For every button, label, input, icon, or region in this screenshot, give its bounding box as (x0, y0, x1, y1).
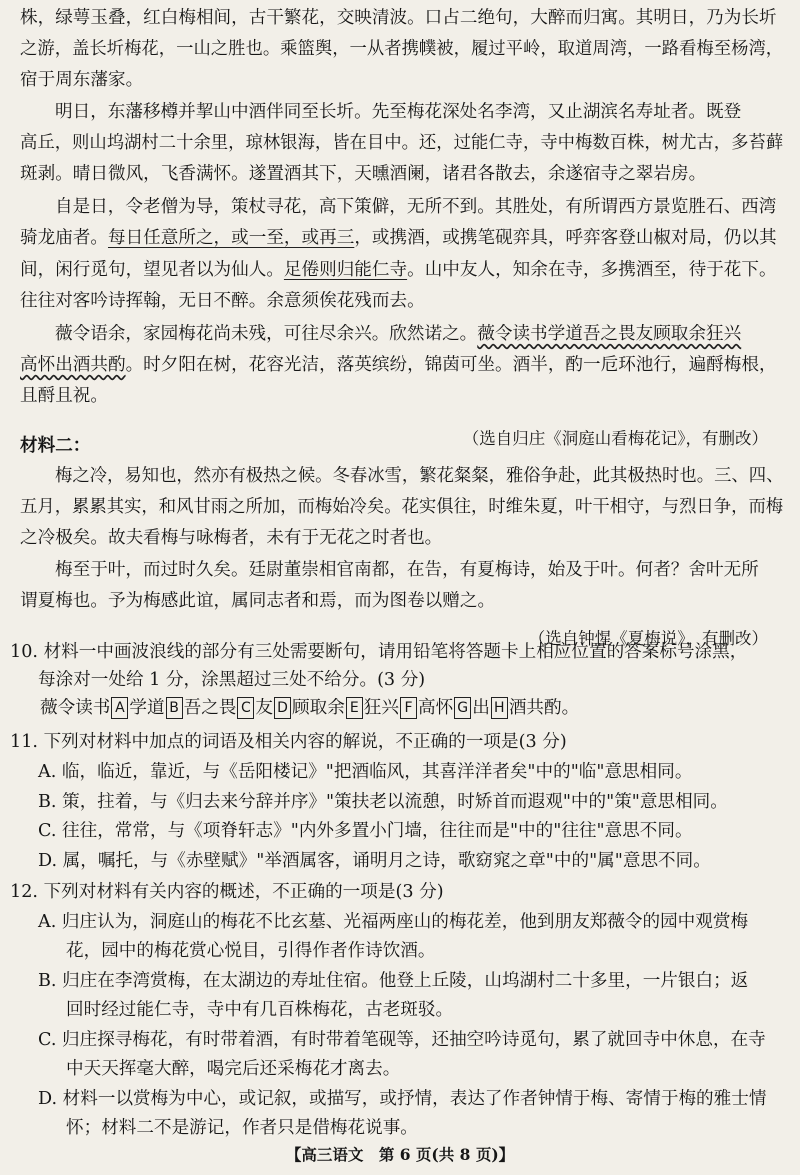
underlined-text: 每日任意所之，或一至，或再三 (107, 228, 355, 248)
passage2-line: 梅之冷，易知也，然亦有极热之候。冬春冰雪，繁花粲粲，雅俗争赴，此其极热时也。三、四、 (55, 466, 784, 486)
q12-option-c: C. 归庄探寻梅花，有时带着酒，有时带着笔砚等，还抽空吟诗觅句，累了就回寺中休息，在寺 (38, 1030, 766, 1050)
q10-option-box[interactable]: B (166, 697, 183, 719)
underlined-text: 足倦则归能仁寺 (283, 260, 408, 280)
passage1-line: 自是日，令老僧为导，策杖寻花，高下策僻，无所不到。其胜处，有所谓西方景览胜石、西湾 (55, 197, 777, 217)
q12-stem: 12. 下列对材料有关内容的概述，不正确的一项是(3 分) (10, 882, 444, 902)
q10-segment: 顾取余 (292, 698, 345, 718)
q10-option-box[interactable]: G (454, 697, 471, 719)
q10-option-box[interactable]: H (491, 697, 508, 719)
q11-option-b: B. 策，拄着，与《归去来兮辞并序》"策扶老以流憩，时矫首而遐观"中的"策"意思相同。 (38, 792, 728, 812)
plain-text: 间，闲行觅句，望见者以为仙人。 (20, 260, 284, 280)
passage1-line-wavy (20, 353, 777, 377)
q10-stem: 每涂对一处给 1 分，涂黑超过三处不给分。(3 分) (38, 670, 426, 690)
q12-option-b-cont: 回时经过能仁寺，寺中有几百株梅花，古老斑驳。 (66, 1000, 454, 1020)
passage1-line: 宿于周东藩家。 (20, 70, 144, 90)
q12-option-a-cont: 花，园中的梅花赏心悦目，引得作者作诗饮酒。 (66, 941, 436, 961)
plain-text: 薇令语余，家园梅花尚未残，可往尽余兴。欣然诺之。 (55, 324, 478, 344)
passage2-line: 谓夏梅也。予为梅感此谊，属同志者和焉，而为图卷以赠之。 (20, 591, 496, 611)
passage1-source: （选自归庄《洞庭山看梅花记》，有删改） (462, 428, 768, 448)
page-footer: 【高三语文 第 6 页(共 8 页)】 (285, 1145, 515, 1164)
plain-text: 。山中友人，知余在寺，多携酒至，待于花下。 (407, 260, 777, 280)
plain-text: 骑龙庙者。 (20, 228, 108, 248)
q10-segment: 学道 (129, 698, 165, 718)
q11-option-c: C. 往往，常常，与《项脊轩志》"内外多置小门墙，往往而是"中的"往往"意思不同。 (38, 821, 693, 841)
q12-option-c-cont: 中天天挥毫大醉，喝完后还采梅花才离去。 (66, 1059, 401, 1079)
q10-segment: 薇令读书 (40, 698, 111, 718)
q12-option-a: A. 归庄认为，洞庭山的梅花不比玄墓、光福两座山的梅花差，他到朋友郑薇令的园中观赏梅 (38, 912, 749, 932)
q10-segment: 友 (255, 698, 273, 718)
passage1-line: 株，绿萼玉叠，红白梅相间，古干繁花，交映清波。口占二绝句，大醉而归寓。其明日，乃为长圻 (20, 8, 777, 28)
passage1-line-underlined (20, 258, 777, 282)
q11-option-d: D. 属，嘱托，与《赤壁赋》"举酒属客，诵明月之诗，歌窈窕之章"中的"属"意思不同。 (38, 851, 711, 871)
q10-option-box[interactable]: F (400, 697, 417, 719)
passage1-line-wavy (55, 322, 741, 346)
passage2-heading: 材料二： (20, 435, 91, 456)
wavy-underlined-text: 薇令读书学道吾之畏友顾取余狂兴 (477, 324, 742, 344)
q11-option-a: A. 临，临近，靠近，与《岳阳楼记》"把酒临风，其喜洋洋者矣"中的"临"意思相同。 (38, 762, 693, 782)
q10-segment: 高怀 (418, 698, 454, 718)
passage1-line: 高丘，则山坞湖村二十余里，琼林银海，皆在目中。还，过能仁寺，寺中梅数百株，树尤古，多苔藓 (20, 133, 784, 153)
q12-option-b: B. 归庄在李湾赏梅，在太湖边的寿址住宿。他登上丘陵，山坞湖村二十多里，一片银白；返 (38, 971, 749, 991)
q10-option-box[interactable]: A (111, 697, 128, 719)
wavy-underlined-text: 高怀出酒共酌 (20, 355, 126, 375)
passage2-line: 五月，累累其实，和风甘雨之所加，而梅始冷矣。花实俱往，时维朱夏，叶干相守，与烈日争，而梅 (20, 497, 784, 517)
passage1-line: 之游，盖长圻梅花，一山之胜也。乘篮舆，一从者携幞被，履过平岭，取道周湾，一路看梅至杨湾， (20, 39, 784, 59)
q10-segment: 出 (472, 698, 490, 718)
passage1-line: 明日，东藩移樽并挈山中酒伴同至长圻。先至梅花深处名李湾，又止湖滨名寿址者。既登 (55, 102, 742, 122)
q10-segment: 吾之畏 (183, 698, 237, 718)
passage1-line: 斑剥。晴日微风，飞香满怀。遂置酒其下，天曛酒阑，诸君各散去，余遂宿寺之翠岩房。 (20, 164, 707, 184)
passage1-line: 往往对客吟诗挥翰，无日不醉。余意须俟花残而去。 (20, 291, 425, 311)
q10-sentence (40, 696, 579, 720)
q10-segment: 狂兴 (363, 698, 399, 718)
q10-option-box[interactable]: C (237, 697, 254, 719)
q10-option-box[interactable]: D (274, 697, 291, 719)
q10-segment: 酒共酌。 (508, 698, 580, 718)
passage2-source: （选自钟惺《夏梅说》，有删改） (528, 628, 768, 648)
q10-option-box[interactable]: E (346, 697, 363, 719)
passage2-line: 之冷极矣。故夫看梅与咏梅者，未有于无花之时者也。 (20, 528, 443, 548)
q11-stem: 11. 下列对材料中加点的词语及相关内容的解说，不正确的一项是(3 分) (10, 732, 567, 752)
q10-stem: 10. 材料一中画波浪线的部分有三处需要断句，请用铅笔将答题卡上相应位置的答案标号涂黑， (10, 642, 748, 662)
q12-option-d-cont: 怀；材料二不是游记，作者只是借梅花说事。 (66, 1118, 418, 1138)
passage2-line: 梅至于叶，而过时久矣。廷尉董崇相官南都，在告，有夏梅诗，始及于叶。何者？舍叶无所 (55, 560, 759, 580)
passage1-line-underlined (20, 226, 777, 250)
plain-text: 。时夕阳在树，花容光洁，落英缤纷，锦茵可坐。酒半，酌一卮环池行，遍酹梅根， (125, 355, 777, 375)
plain-text: ，或携酒，或携笔砚弈具，呼弈客登山椒对局，仍以其 (354, 228, 777, 248)
passage1-line: 且酹且祝。 (20, 386, 108, 406)
q12-option-d: D. 材料一以赏梅为中心，或记叙，或描写，或抒情，表达了作者钟情于梅、寄情于梅的雅士情 (38, 1089, 767, 1109)
